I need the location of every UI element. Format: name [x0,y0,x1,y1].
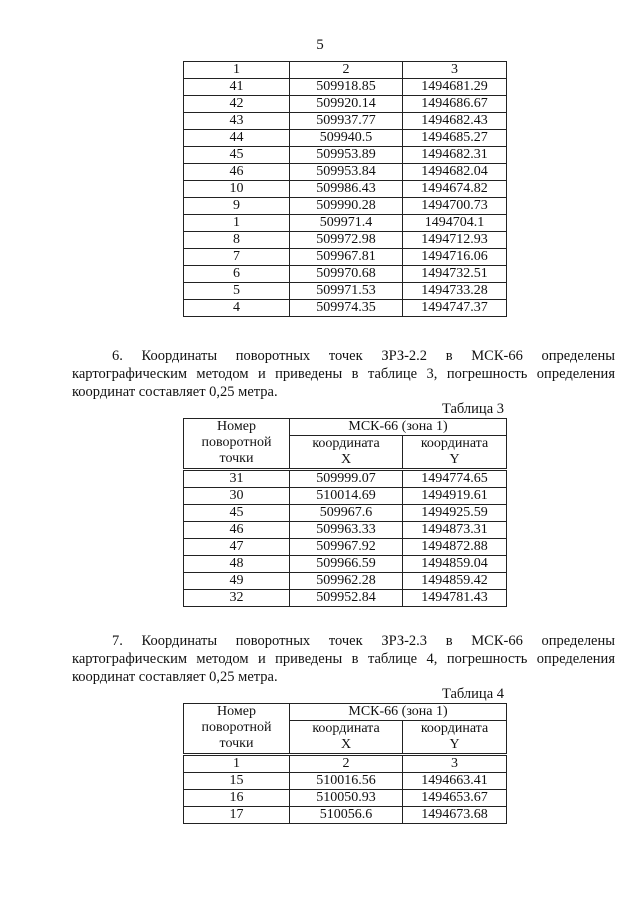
point-number-cell: 7 [184,249,290,266]
x-coordinate-cell: 509967.6 [290,505,403,522]
x-coordinate-cell: 509971.53 [290,283,403,300]
point-number-cell: 46 [184,522,290,539]
y-coordinate-cell: 1494663.41 [403,773,507,790]
y-coordinate-cell: 1494872.88 [403,539,507,556]
y-coordinate-cell: 1494682.31 [403,147,507,164]
y-coordinate-cell: 1494781.43 [403,590,507,607]
table-row [184,198,507,215]
table-4 [183,703,507,824]
y-coordinate-cell: 1494685.27 [403,130,507,147]
x-coordinate-cell: 509967.92 [290,539,403,556]
y-coordinate-cell: 1494919.61 [403,488,507,505]
point-number-cell: 43 [184,113,290,130]
y-coordinate-cell: 1494716.06 [403,249,507,266]
column-number-3: 3 [403,755,507,773]
table-header-row [184,62,507,79]
point-number-cell: 6 [184,266,290,283]
column-numbers-row [184,755,507,773]
y-coordinate-cell: 1494873.31 [403,522,507,539]
x-coordinate-cell: 509974.35 [290,300,403,317]
y-coordinate-cell: 1494674.82 [403,181,507,198]
x-coordinate-cell: 510050.93 [290,790,403,807]
x-coordinate-cell: 509990.28 [290,198,403,215]
table-row [184,181,507,198]
table-row [184,590,507,607]
y-coordinate-cell: 1494682.04 [403,164,507,181]
table-header-row [184,419,507,436]
point-number-cell: 9 [184,198,290,215]
point-number-cell: 30 [184,488,290,505]
table-row [184,773,507,790]
column-number-1: 1 [184,755,290,773]
table-row [184,215,507,232]
x-coordinate-cell: 509952.84 [290,590,403,607]
table-row [184,300,507,317]
x-coordinate-cell: 509963.33 [290,522,403,539]
table-row [184,488,507,505]
point-number-cell: 1 [184,215,290,232]
y-coordinate-cell: 1494653.67 [403,790,507,807]
x-coordinate-cell: 509937.77 [290,113,403,130]
point-number-cell: 5 [184,283,290,300]
table-row [184,113,507,130]
table-row [184,539,507,556]
y-coordinate-cell: 1494686.67 [403,96,507,113]
point-number-header: Номер поворотной точки [184,704,290,755]
y-coordinate-cell: 1494700.73 [403,198,507,215]
table-row [184,164,507,181]
x-coordinate-cell: 509918.85 [290,79,403,96]
point-number-cell: 4 [184,300,290,317]
x-coordinate-cell: 509971.4 [290,215,403,232]
table-row [184,96,507,113]
x-coordinate-cell: 510014.69 [290,488,403,505]
x-coordinate-cell: 510056.6 [290,807,403,824]
point-number-cell: 32 [184,590,290,607]
y-coordinate-header: координата Y [403,436,507,470]
point-number-cell: 8 [184,232,290,249]
table-header-row [184,704,507,721]
coordinates-table-continued [183,61,507,317]
table-row [184,130,507,147]
table-row [184,522,507,539]
x-coordinate-cell: 509920.14 [290,96,403,113]
point-number-header: Номер поворотной точки [184,419,290,470]
y-coordinate-cell: 1494859.42 [403,573,507,590]
column-number-1: 1 [184,62,290,79]
y-coordinate-cell: 1494704.1 [403,215,507,232]
y-coordinate-cell: 1494732.51 [403,266,507,283]
table-row [184,790,507,807]
point-number-cell: 46 [184,164,290,181]
y-coordinate-cell: 1494859.04 [403,556,507,573]
point-number-cell: 10 [184,181,290,198]
table-row [184,249,507,266]
x-coordinate-cell: 509966.59 [290,556,403,573]
x-coordinate-cell: 509972.98 [290,232,403,249]
y-coordinate-cell: 1494925.59 [403,505,507,522]
table-3 [183,418,507,607]
table-row [184,147,507,164]
page-number: 5 [316,37,324,53]
x-coordinate-cell: 509953.89 [290,147,403,164]
point-number-cell: 15 [184,773,290,790]
table-row [184,807,507,824]
table-row [184,283,507,300]
table-row [184,79,507,96]
point-number-cell: 17 [184,807,290,824]
y-coordinate-cell: 1494712.93 [403,232,507,249]
point-number-cell: 31 [184,470,290,488]
point-number-cell: 47 [184,539,290,556]
x-coordinate-cell: 509953.84 [290,164,403,181]
coordinate-system-header: МСК-66 (зона 1) [290,704,507,721]
table-row [184,470,507,488]
table-row [184,232,507,249]
x-coordinate-cell: 509970.68 [290,266,403,283]
paragraph-6: 6. Координаты поворотных точек ЗРЗ-2.2 в МСК-66 определены картографическим методом и приведены в таблице 3, погрешность определения координат составляет 0,25 метра. [72,348,615,400]
point-number-cell: 45 [184,505,290,522]
table-row [184,505,507,522]
y-coordinate-cell: 1494747.37 [403,300,507,317]
column-number-2: 2 [290,62,403,79]
x-coordinate-cell: 509999.07 [290,470,403,488]
y-coordinate-cell: 1494774.65 [403,470,507,488]
point-number-cell: 41 [184,79,290,96]
point-number-cell: 45 [184,147,290,164]
x-coordinate-cell: 509986.43 [290,181,403,198]
x-coordinate-cell: 509940.5 [290,130,403,147]
x-coordinate-header: координата X [290,436,403,470]
y-coordinate-cell: 1494681.29 [403,79,507,96]
x-coordinate-header: координата X [290,721,403,755]
table-row [184,556,507,573]
column-number-3: 3 [403,62,507,79]
paragraph-7: 7. Координаты поворотных точек ЗРЗ-2.3 в МСК-66 определены картографическим методом и приведены в таблице 4, погрешность определения координат составляет 0,25 метра. [72,633,615,685]
y-coordinate-header: координата Y [403,721,507,755]
point-number-cell: 42 [184,96,290,113]
table-4-caption: Таблица 4 [441,686,504,702]
x-coordinate-cell: 510016.56 [290,773,403,790]
point-number-cell: 48 [184,556,290,573]
table-row [184,573,507,590]
x-coordinate-cell: 509967.81 [290,249,403,266]
table-3-caption: Таблица 3 [441,401,504,417]
point-number-cell: 49 [184,573,290,590]
point-number-cell: 16 [184,790,290,807]
column-number-2: 2 [290,755,403,773]
y-coordinate-cell: 1494673.68 [403,807,507,824]
x-coordinate-cell: 509962.28 [290,573,403,590]
table-row [184,266,507,283]
point-number-cell: 44 [184,130,290,147]
y-coordinate-cell: 1494733.28 [403,283,507,300]
coordinate-system-header: МСК-66 (зона 1) [290,419,507,436]
y-coordinate-cell: 1494682.43 [403,113,507,130]
